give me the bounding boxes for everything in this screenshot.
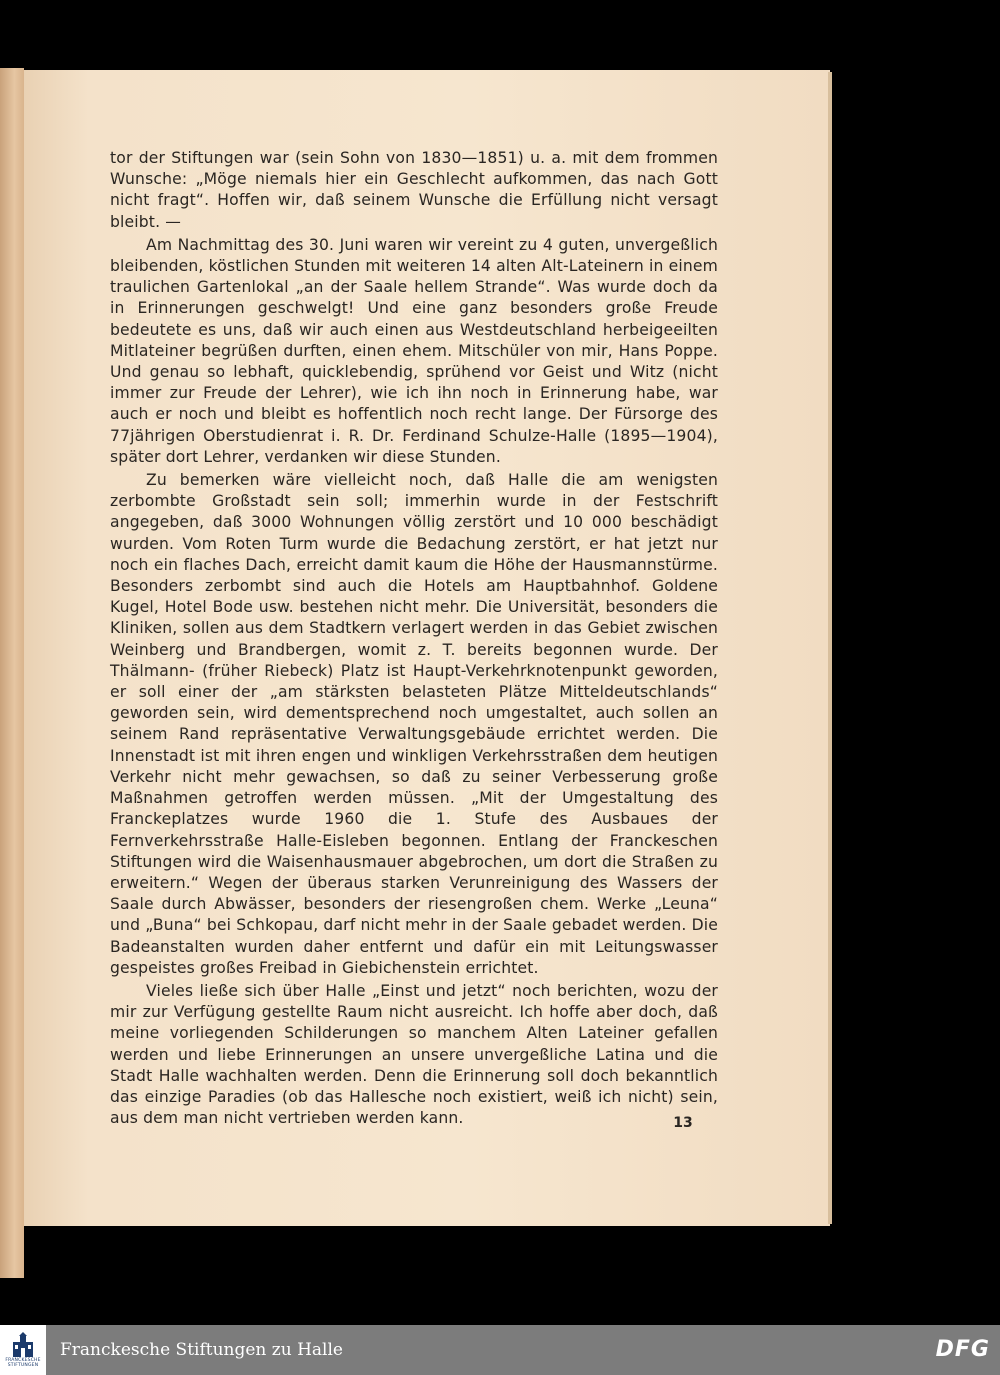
page-number: 13 <box>673 1115 693 1131</box>
logo-caption-line2: STIFTUNGEN <box>7 1363 39 1368</box>
body-text <box>110 148 718 1129</box>
francke-foundation-logo-icon <box>12 1332 34 1358</box>
page-edge-shadow <box>828 72 832 1224</box>
dfg-logo[interactable]: DFG <box>935 1337 990 1362</box>
paragraph-2: Am Nachmittag des 30. Juni waren wir vereint zu 4 guten, unvergeßlich bleibenden, köstlichen Stunden mit weiteren 14 alten Alt-Lateinern in einem traulichen Gartenlokal „an der Saale hellem Strande“. Was wurde doch da in Erinnerungen geschwelgt! Und eine ganz besonders große Freude bedeutete es uns, daß wir auch einen aus Westdeutschland herbeigeeilten Mitlateiner begrüßen durften, einen ehem. Mitschüler von mir, Hans Poppe. Und genau so lebhaft, quicklebendig, sprühend vor Geist und Witz (nicht immer zur Freude der Lehrer), wie ich ihn noch in Erinnerung habe, war auch er noch und bleibt es hoffentlich noch recht lange. Der Fürsorge des 77jährigen Oberstudienrat i. R. Dr. Ferdinand Schulze-Halle (1895—1904), später dort Lehrer, verdanken wir diese Stunden. <box>110 235 718 466</box>
institution-logo[interactable] <box>0 1325 46 1375</box>
logo-caption-line1: FRANCKESCHE <box>5 1358 41 1363</box>
institution-name[interactable]: Franckesche Stiftungen zu Halle <box>60 1340 343 1360</box>
viewer-footer-bar <box>0 1325 1000 1375</box>
paragraph-3: Zu bemerken wäre vielleicht noch, daß Halle die am wenigsten zerbombte Großstadt sein soll; immerhin wurde in der Festschrift angegeben, daß 3000 Wohnungen völlig zerstört und 10 000 beschädigt wurden. Vom Roten Turm wurde die Bedachung zerstört, er hat jetzt nur noch ein flaches Dach, erreicht damit kaum die Höhe der Hausmannstürme. Besonders zerbombt sind auch die Hotels am Hauptbahnhof. Goldene Kugel, Hotel Bode usw. bestehen nicht mehr. Die Universität, besonders die Kliniken, sollen aus dem Stadtkern verlagert werden in das Gebiet zwischen Weinberg und Brandbergen, womit z. T. bereits begonnen wurde. Der Thälmann- (früher Riebeck) Platz ist Haupt-Verkehrknotenpunkt geworden, er soll einer der „am stärksten belasteten Plätze Mitteldeutschlands“ geworden sein, wird dementsprechend noch umgestaltet, auch sollen an seinem Rand repräsentative Verwaltungsgebäude errichtet werden. Die Innenstadt ist mit ihren engen und winkligen Verkehrsstraßen dem heutigen Verkehr nicht mehr gewachsen, so daß zu seiner Verbesserung große Maßnahmen getroffen werden müssen. „Mit der Umgestaltung des Franckeplatzes wurde 1960 die 1. Stufe des Ausbaues der Fernverkehrsstraße Halle-Eisleben begonnen. Entlang der Franckeschen Stiftungen wird die Waisenhausmauer abgebrochen, um dort die Straßen zu erweitern.“ Wegen der überaus starken Verunreinigung des Wassers der Saale durch Abwässer, besonders der riesengroßen chem. Werke „Leuna“ und „Buna“ bei Schkopau, darf nicht mehr in der Saale gebadet werden. Die Badeanstalten wurden daher entfernt und dafür ein mit Leitungswasser gespeistes großes Freibad in Giebichenstein errichtet. <box>110 471 718 977</box>
paragraph-4: Vieles ließe sich über Halle „Einst und jetzt“ noch berichten, wozu der mir zur Verfügung gestellte Raum nicht ausreicht. Ich hoffe aber doch, daß meine vorliegenden Schilderungen so manchem Alten Lateiner gefallen werden und liebe Erinnerungen an unsere unvergeßliche Latina und die Stadt Halle wachhalten werden. Denn die Erinnerung soll doch bekanntlich das einzige Paradies (ob das Hallesche noch existiert, weiß ich nicht) sein, aus dem man nicht vertrieben werden kann. <box>110 981 718 1128</box>
paragraph-1: tor der Stiftungen war (sein Sohn von 1830—1851) u. a. mit dem frommen Wunsche: „Möge niemals hier ein Geschlecht aufkommen, das nach Gott nicht fragt“. Hoffen wir, daß seinem Wunsche die Erfüllung nicht versagt bleibt. — <box>110 149 718 231</box>
logo-caption <box>5 1358 40 1368</box>
facing-page-edge <box>0 68 24 1278</box>
